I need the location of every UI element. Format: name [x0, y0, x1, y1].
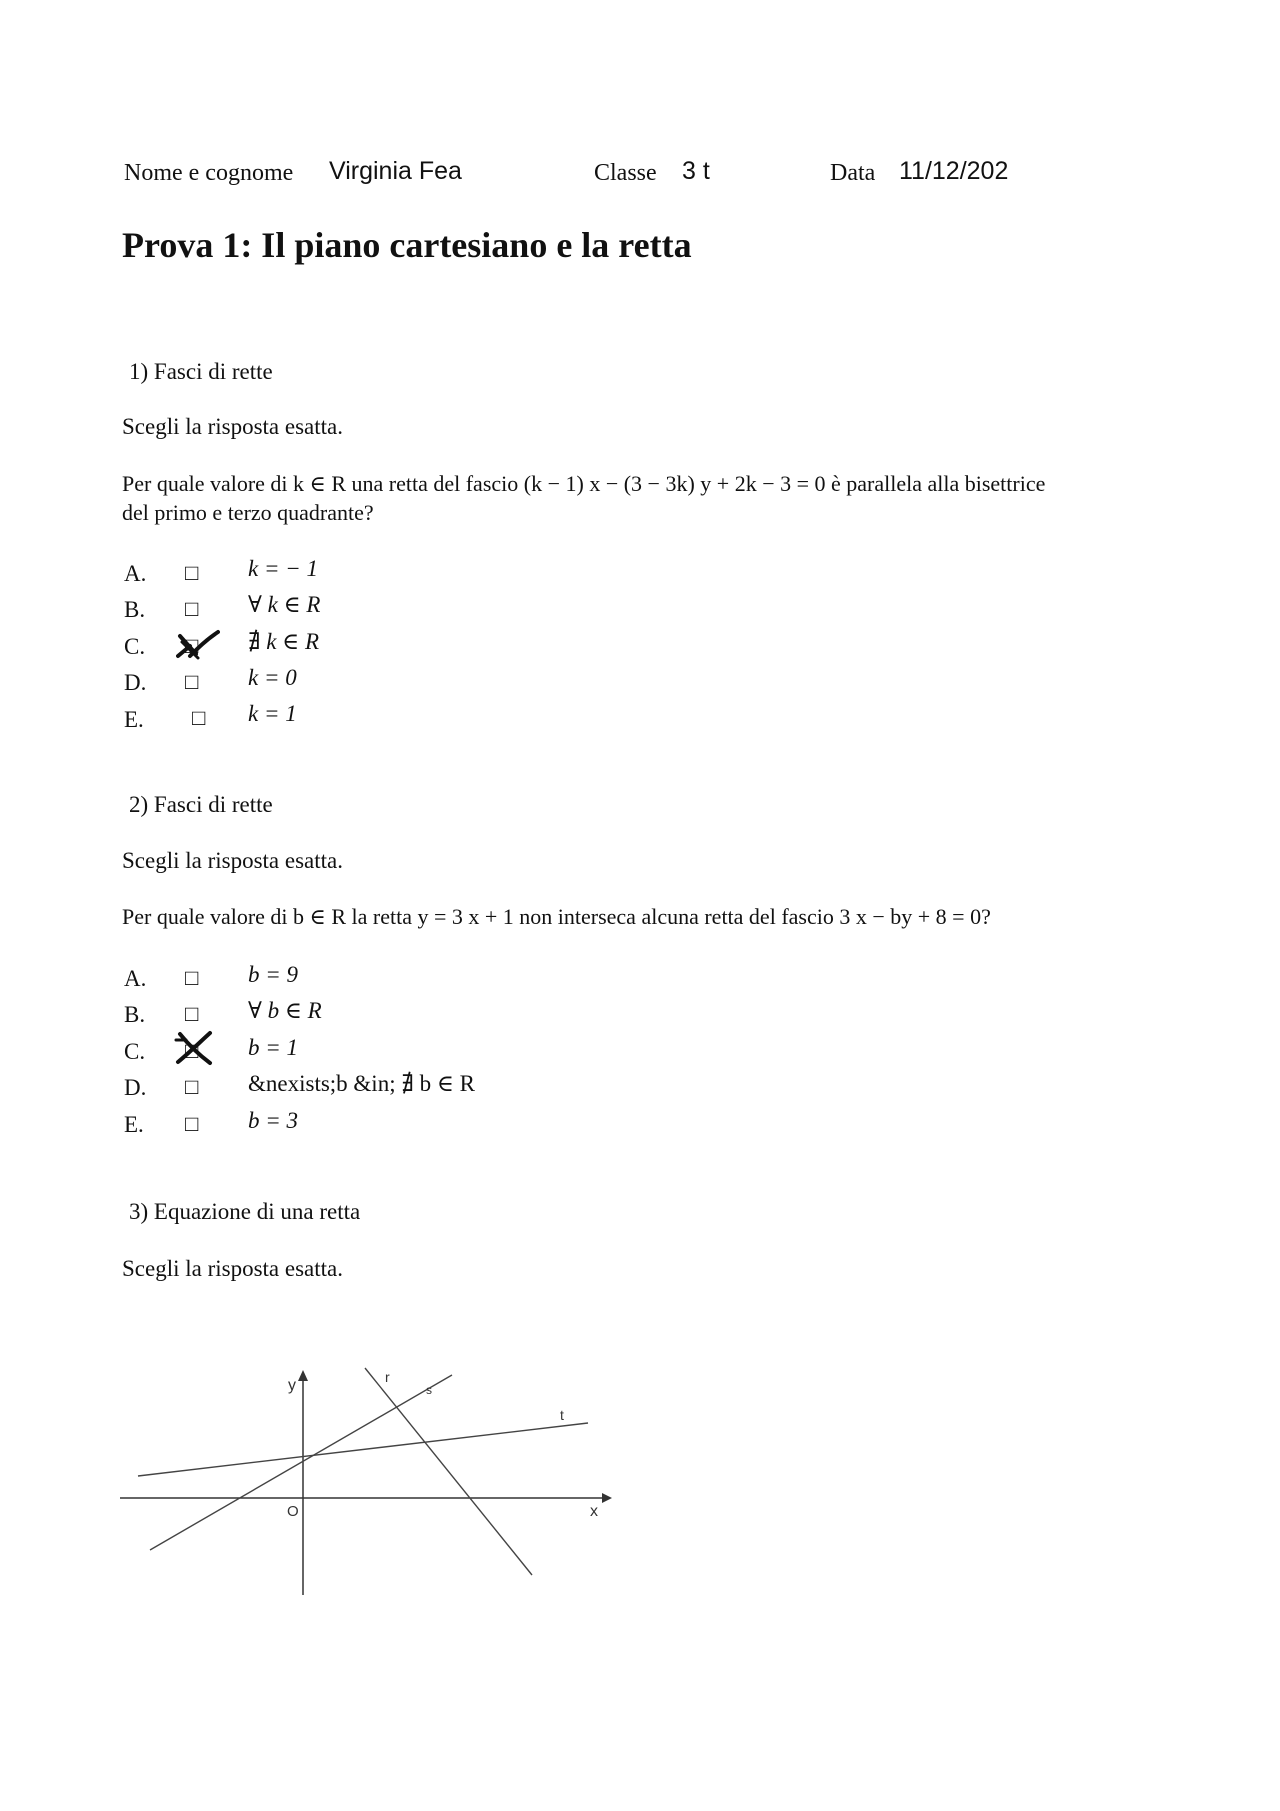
checkbox[interactable]: □ — [185, 596, 199, 621]
question-3-instruction: Scegli la risposta esatta. — [122, 1256, 343, 1281]
question-1-instruction: Scegli la risposta esatta. — [122, 414, 343, 439]
line-s-label: s — [426, 1383, 432, 1397]
cross-mark-icon — [174, 1030, 216, 1066]
checkbox[interactable]: □ — [185, 1074, 199, 1099]
y-axis-arrow-icon — [298, 1370, 308, 1381]
checkbox[interactable]: □ — [192, 705, 206, 730]
option-formula: ∄ k ∈ R — [248, 629, 320, 654]
checkbox[interactable]: □ — [185, 633, 199, 658]
option-formula: k = 0 — [248, 665, 297, 690]
checkbox[interactable]: □ — [185, 1111, 199, 1136]
option-letter: D. — [124, 1075, 147, 1100]
line-s — [150, 1375, 452, 1550]
checkbox[interactable]: □ — [185, 1001, 199, 1026]
class-value: 3 t — [682, 157, 710, 185]
name-label: Nome e cognome — [124, 160, 294, 186]
option-letter: A. — [124, 966, 147, 991]
date-label: Data — [830, 160, 876, 186]
x-axis-label: x — [590, 1503, 598, 1520]
option-letter: B. — [124, 597, 146, 622]
question-1-text-line1: Per quale valore di k ∈ R una retta del fascio (k − 1) x − (3 − 3k) y + 2k − 3 = 0 è parallela alla bisettrice — [122, 471, 1046, 496]
origin-label: O — [287, 1503, 299, 1520]
question-2-text-line1: Per quale valore di b ∈ R la retta y = 3 x + 1 non interseca alcuna retta del fascio 3 x − by + 8 = 0? — [122, 904, 991, 929]
question-2-instruction: Scegli la risposta esatta. — [122, 848, 343, 873]
option-formula: ∀ k ∈ R — [248, 592, 321, 617]
question-1-heading: 1) Fasci di rette — [129, 359, 273, 384]
class-label: Classe — [594, 160, 657, 186]
line-t-label: t — [560, 1407, 564, 1423]
question-3-heading: 3) Equazione di una retta — [129, 1199, 361, 1224]
name-value: Virginia Fea — [329, 157, 462, 185]
option-formula: b = 3 — [248, 1108, 299, 1133]
option-formula: k = 1 — [248, 701, 297, 726]
checkbox[interactable]: □ — [185, 560, 199, 585]
option-formula: b = 1 — [248, 1035, 299, 1060]
option-letter: A. — [124, 561, 147, 586]
option-letter: C. — [124, 634, 146, 659]
option-formula: ∀ b ∈ R — [248, 998, 322, 1023]
line-t — [138, 1423, 588, 1476]
option-letter: B. — [124, 1002, 146, 1027]
checkbox[interactable]: □ — [185, 1038, 199, 1063]
date-value: 11/12/202 — [899, 157, 1009, 185]
option-letter: E. — [124, 707, 144, 732]
option-letter: D. — [124, 670, 147, 695]
option-formula: b = 9 — [248, 962, 299, 987]
cartesian-graph — [120, 1340, 640, 1610]
check-mark-icon — [176, 628, 220, 664]
option-letter: C. — [124, 1039, 146, 1064]
question-1-text-line2: del primo e terzo quadrante? — [122, 500, 374, 525]
checkbox[interactable]: □ — [185, 965, 199, 990]
page-title: Prova 1: Il piano cartesiano e la retta — [122, 225, 692, 265]
option-letter: E. — [124, 1112, 144, 1137]
line-r — [365, 1368, 532, 1575]
x-axis-arrow-icon — [602, 1493, 612, 1503]
line-r-label: r — [385, 1369, 390, 1385]
option-formula: k = − 1 — [248, 556, 318, 581]
question-2-heading: 2) Fasci di rette — [129, 792, 273, 817]
checkbox[interactable]: □ — [185, 669, 199, 694]
y-axis-label: y — [288, 1377, 296, 1394]
option-formula: &nexists;b &in; ∄ b ∈ R — [248, 1071, 475, 1096]
